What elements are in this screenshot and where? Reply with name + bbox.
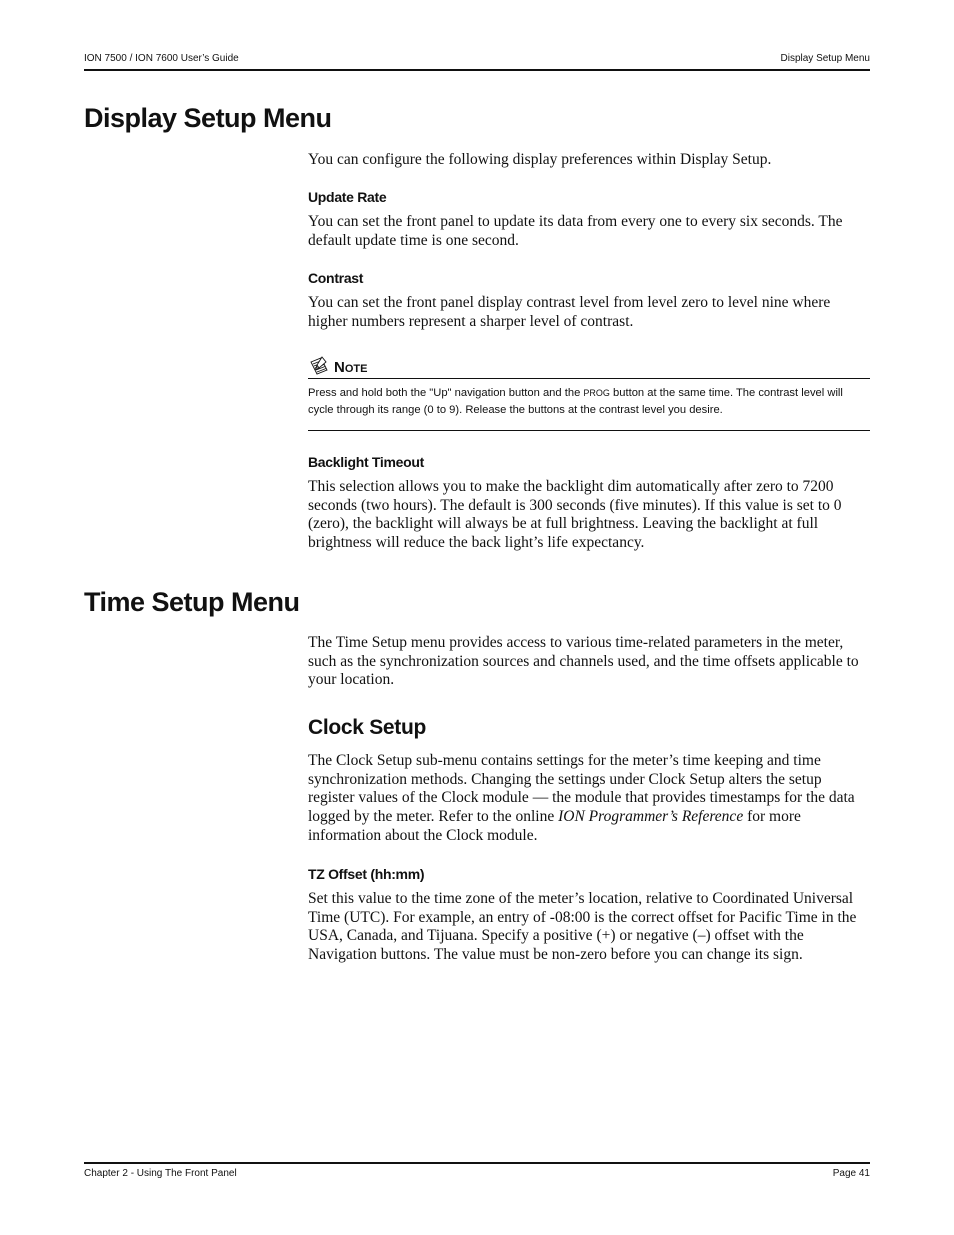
note-title-initial: N [334, 359, 345, 376]
header-rule [84, 69, 870, 71]
note-bottom-rule [308, 430, 870, 431]
note-header [308, 356, 870, 378]
note-title-rest: OTE [344, 363, 368, 375]
tz-offset-heading: TZ Offset (hh:mm) [308, 866, 425, 882]
programmers-reference-title: ION Programmer’s Reference [558, 808, 744, 826]
update-rate-text: You can set the front panel to update its data from every one to every six seconds. The default update time is one second. [308, 213, 843, 249]
backlight-timeout-heading: Backlight Timeout [308, 454, 424, 470]
note-title [334, 359, 367, 376]
note-top-rule [308, 378, 870, 379]
time-setup-title: Time Setup Menu [84, 587, 300, 617]
time-setup-intro: The Time Setup menu provides access to various time-related parameters in the meter, such as the synchronization sources and channels used, and the time offsets applicable to your location. [308, 634, 859, 689]
clock-setup-text-after: for more information about the Clock module. [308, 808, 801, 844]
clock-setup-text-before: The Clock Setup sub-menu contains settings for the meter’s time keeping and time synchronization methods. Changing the settings under Clock Setup alters the setup register values of the Clock module — the module that provides timestamps for the data logged by the meter. Refer to the online [308, 752, 855, 826]
note-text-after: button at the same time. The contrast level will cycle through its range (0 to 9). Release the buttons at the contrast level you desire. [308, 387, 843, 416]
prog-button-name: PROG [583, 388, 610, 398]
clock-setup-heading: Clock Setup [308, 716, 427, 739]
pencil-note-icon [308, 356, 330, 376]
contrast-heading: Contrast [308, 270, 364, 286]
update-rate-heading: Update Rate [308, 189, 387, 205]
footer-rule [84, 1162, 870, 1164]
header-section-title: Display Setup Menu [780, 53, 870, 64]
clock-setup-text [308, 752, 870, 846]
footer-chapter: Chapter 2 - Using The Front Panel [84, 1168, 237, 1179]
contrast-text: You can set the front panel display contrast level from level zero to level nine where higher numbers represent a sharper level of contrast. [308, 294, 831, 330]
header-document-title: ION 7500 / ION 7600 User’s Guide [84, 53, 239, 64]
note-text-before: Press and hold both the "Up" navigation button and the [308, 387, 584, 399]
display-setup-title: Display Setup Menu [84, 103, 332, 133]
note-text [308, 385, 870, 419]
backlight-timeout-text: This selection allows you to make the backlight dim automatically after zero to 7200 seconds (two hours). The default is 300 seconds (five minutes). If this value is set to 0 (zero), the backlight will always be at full brightness. Leaving the backlight at full brightness will reduce the back light’s life expectancy. [308, 478, 842, 552]
footer-page-number: Page 41 [832, 1168, 870, 1179]
tz-offset-text: Set this value to the time zone of the meter’s location, relative to Coordinated Universal Time (UTC). For example, an entry of -08:00 is the correct offset for Pacific Time in the USA, Canada, and Tijuana. Specify a positive (+) or negative (–) offset with the Navigation buttons. The value must be non-zero before you can change its sign. [308, 890, 857, 964]
display-setup-intro: You can configure the following display preferences within Display Setup. [308, 151, 772, 168]
